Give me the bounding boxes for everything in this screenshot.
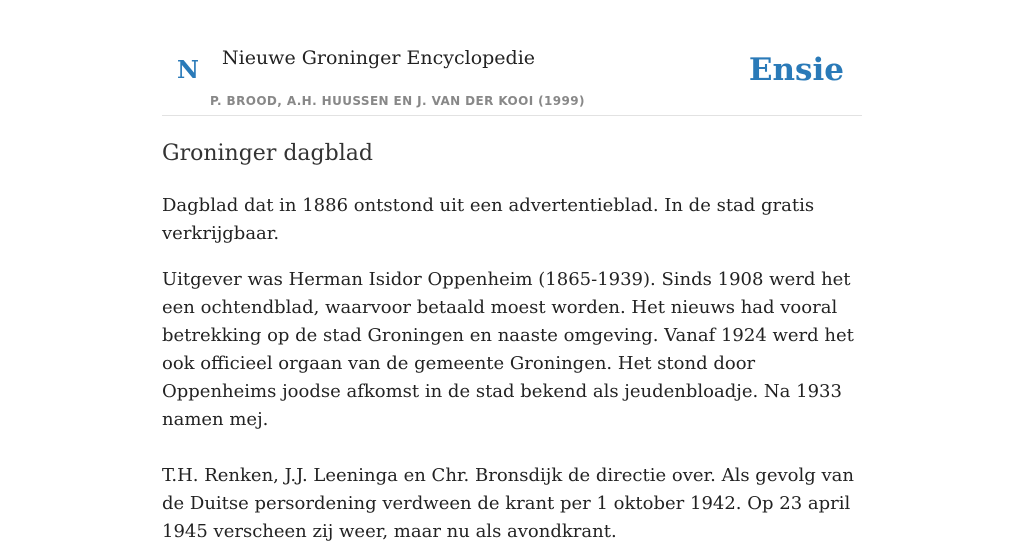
book-header [162, 0, 862, 116]
book-authors: P. BROOD, A.H. HUUSSEN EN J. VAN DER KOOI (1999) [210, 94, 585, 108]
article-paragraph-1: Dagblad dat in 1886 ontstond uit een advertentieblad. In de stad gratis verkrijgbaar. [162, 195, 815, 244]
book-letter-icon: N [177, 55, 199, 84]
article-title: Groninger dagblad [162, 141, 373, 166]
ensie-logo-link[interactable]: Ensie [748, 52, 844, 88]
article-paragraph-3: T.H. Renken, J.J. Leeninga en Chr. Bronsdijk de directie over. Als gevolg van de Duitse persordening verdween de krant per 1 oktober 1942. Op 23 april 1945 verscheen zij weer, maar nu als avondkrant. [162, 465, 854, 542]
article [162, 138, 862, 546]
article-paragraph-2: Uitgever was Herman Isidor Oppenheim (1865-1939). Sinds 1908 werd het een ochtendblad, waarvoor betaald moest worden. Het nieuws had vooral betrekking op de stad Groningen en naaste omgeving. Vanaf 1924 werd het ook officieel orgaan van de gemeente Groningen. Het stond door Oppenheims joodse afkomst in de stad bekend als jeudenbloadje. Na 1933 namen mej. [162, 269, 854, 430]
book-title-link[interactable]: Nieuwe Groninger Encyclopedie [222, 47, 536, 69]
